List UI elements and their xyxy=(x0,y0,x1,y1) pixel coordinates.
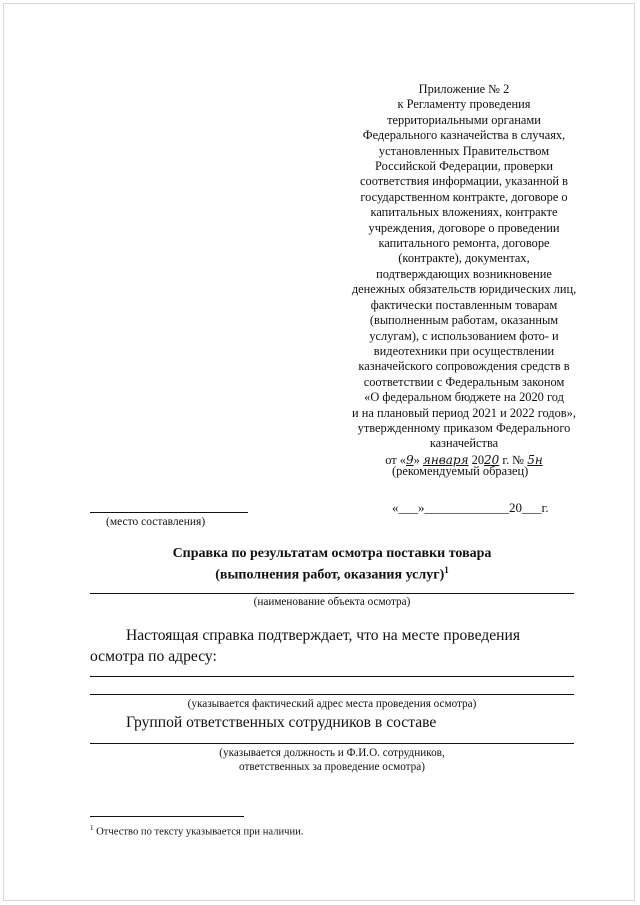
title-line-1: Справка по результатам осмотра поставки товара xyxy=(172,546,492,561)
appendix-line: казначейского сопровождения средств в xyxy=(358,359,570,374)
address-caption: (указывается фактический адрес места проведения осмотра) xyxy=(187,698,477,710)
document-title xyxy=(90,545,574,584)
footnote-text: Отчество по тексту указывается при наличии. xyxy=(96,826,304,838)
title-line-2 xyxy=(90,562,574,584)
footnote-mark-bottom: 1 xyxy=(90,824,94,832)
title-line-2-text: (выполнения работ, оказания услуг) xyxy=(215,567,445,583)
place-blank-line[interactable] xyxy=(90,512,248,513)
appendix-line: учреждения, договоре о проведении xyxy=(368,220,560,235)
place-caption: (место составления) xyxy=(106,516,206,528)
appendix-line: (выполненным работам, оказанным xyxy=(369,313,559,328)
appendix-line: Приложение № 2 xyxy=(418,82,510,96)
order-year-prefix: 20 xyxy=(471,452,485,467)
appendix-line: установленных Правительством xyxy=(378,143,550,158)
object-caption: (наименование объекта осмотра) xyxy=(253,596,411,608)
appendix-line: видеотехники при осуществлении xyxy=(373,343,555,358)
address-blank-line-1[interactable] xyxy=(90,676,574,677)
appendix-line: (контракте), документах, xyxy=(398,251,530,266)
order-day: 9 xyxy=(405,452,414,467)
paragraph-staff-intro: Группой ответственных сотрудников в составе xyxy=(126,714,437,731)
appendix-line: фактически поставленным товарам xyxy=(370,297,558,312)
appendix-header xyxy=(318,82,610,468)
appendix-line: соответствия информации, указанной в xyxy=(360,174,568,189)
appendix-line: услугам), с использованием фото- и xyxy=(369,328,559,343)
paragraph-address-intro: Настоящая справка подтверждает, что на месте проведения осмотра по адресу: xyxy=(90,627,521,665)
appendix-line: территориальными органами xyxy=(387,112,541,127)
order-year: 20 xyxy=(484,452,500,467)
appendix-line: капитального ремонта, договоре xyxy=(378,236,550,251)
appendix-line: Федерального казначейства в случаях, xyxy=(362,128,566,143)
appendix-line: «О федеральном бюджете на 2020 год xyxy=(364,390,564,405)
order-mid: » xyxy=(413,452,420,467)
staff-caption-line-1: (указывается должность и Ф.И.О. сотрудников, xyxy=(219,747,445,759)
staff-caption-line-2: ответственных за проведение осмотра) xyxy=(239,761,425,773)
footnote-separator xyxy=(90,816,244,817)
order-prefix: от « xyxy=(385,452,406,467)
appendix-line: и на плановый период 2021 и 2022 годов», xyxy=(352,405,576,420)
order-number-prefix: г. № xyxy=(502,452,525,467)
footnote xyxy=(90,824,303,838)
appendix-line: к Регламенту проведения xyxy=(397,97,531,112)
address-blank-line-2[interactable] xyxy=(90,694,574,695)
staff-caption xyxy=(90,746,574,774)
appendix-line: казначейства xyxy=(429,436,499,451)
appendix-line: соответствии с Федеральным законом xyxy=(363,374,565,389)
appendix-line: капитальных вложениях, контракте xyxy=(370,205,558,220)
appendix-line: подтверждающих возникновение xyxy=(376,266,552,281)
appendix-line: утвержденному приказом Федерального xyxy=(357,420,571,435)
date-blank-field[interactable]: «___»_____________20___г. xyxy=(392,500,549,515)
recommended-sample-label: (рекомендуемый образец) xyxy=(392,464,529,478)
appendix-line: государственном контракте, договоре о xyxy=(360,189,568,204)
footnote-mark: 1 xyxy=(444,565,449,575)
object-blank-line[interactable] xyxy=(90,593,574,594)
appendix-line: денежных обязательств юридических лиц, xyxy=(351,282,577,297)
order-number: 5н xyxy=(527,452,543,467)
order-month: января xyxy=(422,452,469,467)
staff-blank-line[interactable] xyxy=(90,743,574,744)
appendix-line: Российской Федерации, проверки xyxy=(374,159,554,174)
